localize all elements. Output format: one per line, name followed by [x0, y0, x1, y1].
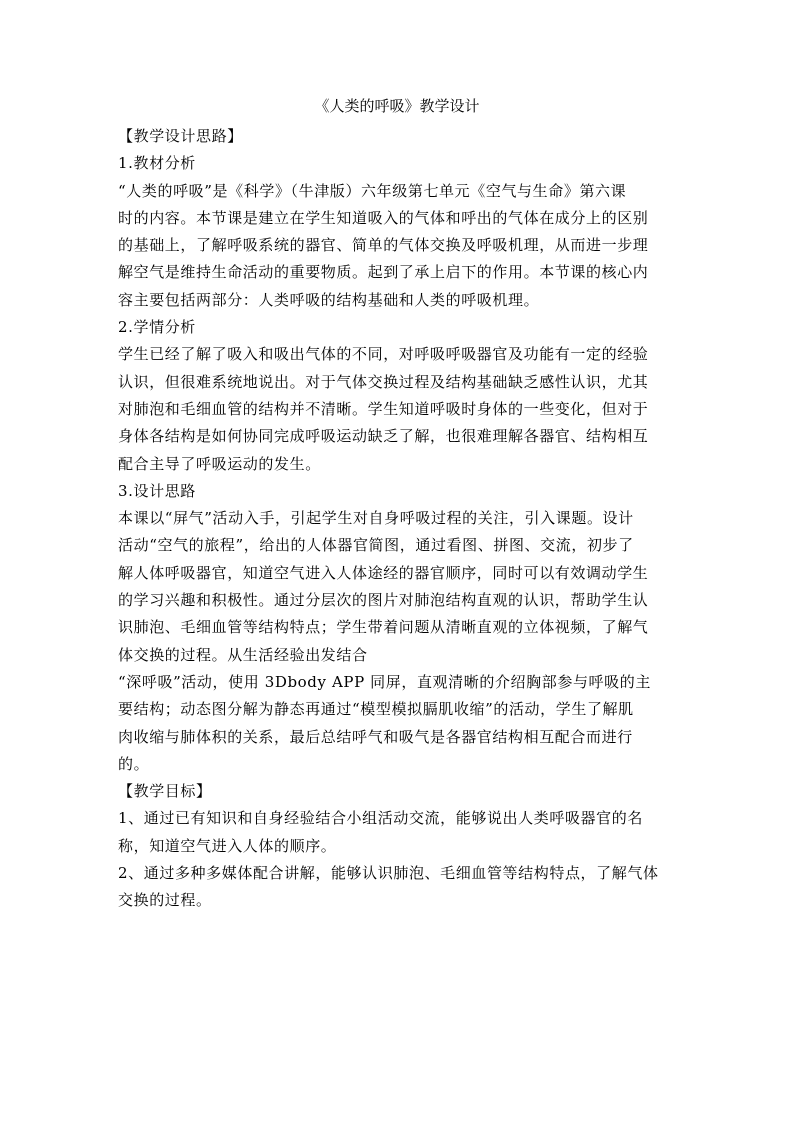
paragraph-line: 本课以“屏气”活动入手，引起学生对自身呼吸过程的关注，引入课题。设计	[118, 509, 634, 528]
paragraph-line: 时的内容。本节课是建立在学生知道吸入的气体和呼出的气体在成分上的区别	[118, 208, 649, 227]
document-title: 《人类的呼吸》教学设计	[314, 97, 480, 115]
paragraph-line: 体交换的过程。从生活经验出发结合	[118, 645, 368, 664]
paragraph-line: 的。	[118, 754, 150, 773]
subheading-textbook-analysis: 1.教材分析	[118, 154, 196, 173]
goal-line: 称，知道空气进入人体的顺序。	[118, 836, 337, 855]
paragraph-line: 解空气是维持生命活动的重要物质。起到了承上启下的作用。本节课的核心内	[118, 263, 649, 282]
paragraph-line: “人类的呼吸”是《科学》（牛津版）六年级第七单元《空气与生命》第六课	[118, 181, 627, 200]
paragraph-line: 解人体呼吸器官，知道空气进入人体途经的器官顺序，同时可以有效调动学生	[118, 563, 649, 582]
paragraph-line: 容主要包括两部分：人类呼吸的结构基础和人类的呼吸机理。	[118, 290, 540, 309]
goal-line: 交换的过程。	[118, 891, 212, 910]
paragraph-line: 身体各结构是如何协同完成呼吸运动缺乏了解，也很难理解各器官、结构相互	[118, 427, 649, 446]
subheading-student-analysis: 2.学情分析	[118, 318, 196, 337]
paragraph-line: 识肺泡、毛细血管等结构特点；学生带着问题从清晰直观的立体视频，了解气	[118, 618, 649, 637]
paragraph-line: 认识，但很难系统地说出。对于气体交换过程及结构基础缺乏感性认识，尤其	[118, 372, 649, 391]
paragraph-line: 要结构；动态图分解为静态再通过“模型模拟膈肌收缩”的活动，学生了解肌	[118, 700, 634, 719]
section-heading-teaching-goals: 【教学目标】	[118, 782, 212, 801]
paragraph-line: 配合主导了呼吸运动的发生。	[118, 454, 321, 473]
paragraph-line: 活动“空气的旅程”，给出的人体器官简图，通过看图、拼图、交流，初步了	[118, 536, 634, 555]
paragraph-line: 学生已经了解了吸入和吸出气体的不同，对呼吸呼吸器官及功能有一定的经验	[118, 345, 649, 364]
goal-line: 1、通过已有知识和自身经验结合小组活动交流，能够说出人类呼吸器官的名	[118, 809, 643, 828]
goal-line: 2、通过多种多媒体配合讲解，能够认识肺泡、毛细血管等结构特点，了解气体	[118, 864, 659, 883]
paragraph-line: 的学习兴趣和积极性。通过分层次的图片对肺泡结构直观的认识，帮助学生认	[118, 591, 649, 610]
paragraph-line: 肉收缩与肺体积的关系，最后总结呼气和吸气是各器官结构相互配合而进行	[118, 727, 633, 746]
document-body	[118, 123, 678, 915]
section-heading-design-idea: 【教学设计思路】	[118, 127, 243, 145]
subheading-design-idea: 3.设计思路	[118, 481, 196, 500]
paragraph-line: “深呼吸”活动，使用 3Dbody APP 同屏，直观清晰的介绍胸部参与呼吸的主	[118, 672, 651, 691]
paragraph-line: 的基础上，了解呼吸系统的器官、简单的气体交换及呼吸机理，从而进一步理	[118, 236, 649, 255]
paragraph-line: 对肺泡和毛细血管的结构并不清晰。学生知道呼吸时身体的一些变化，但对于	[118, 399, 649, 418]
